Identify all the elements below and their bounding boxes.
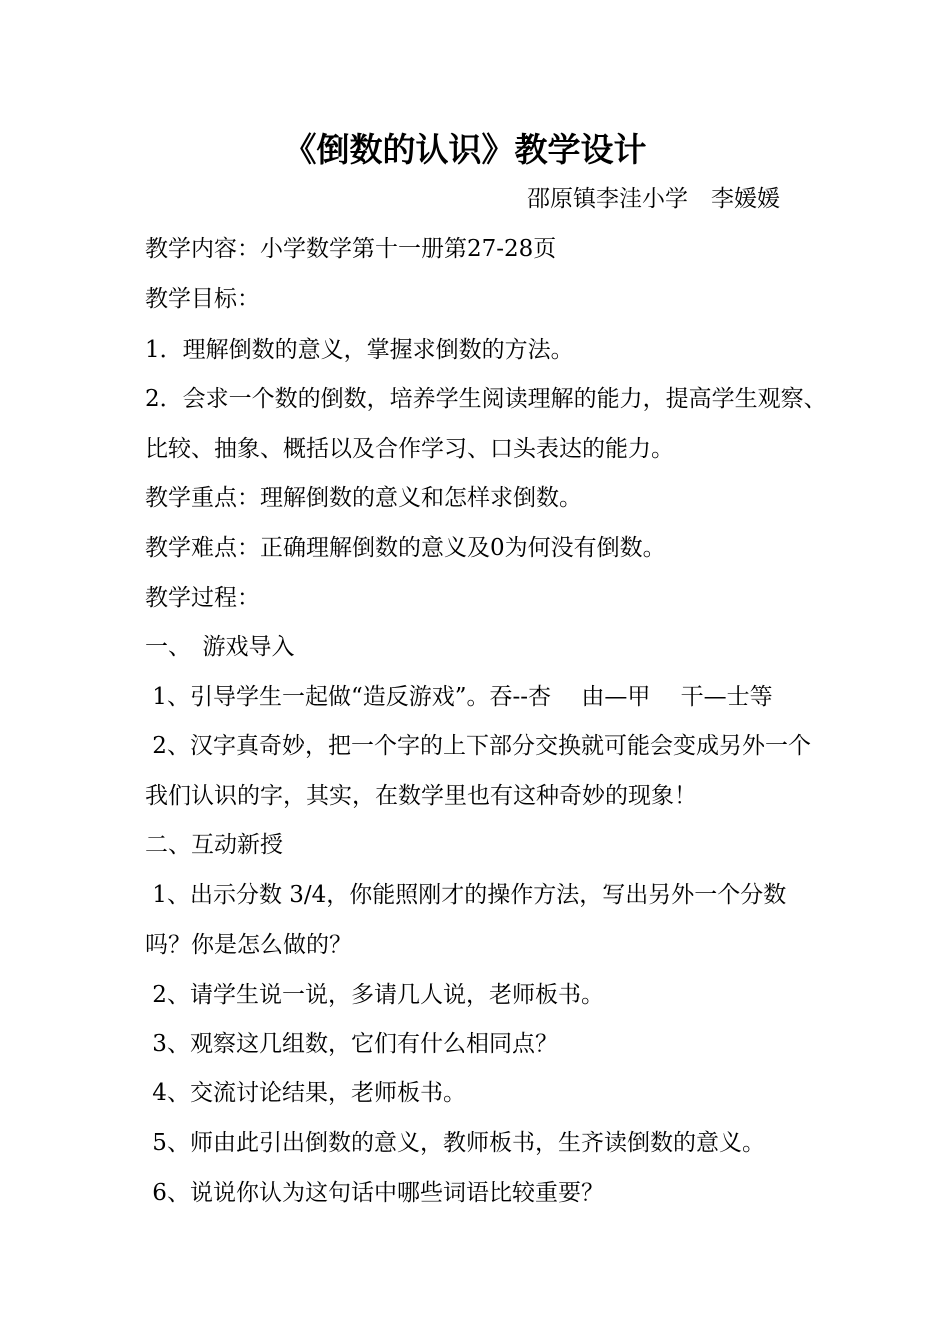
text-line: 3、观察这几组数，它们有什么相同点？ <box>145 1031 558 1057</box>
text-line: 6、说说你认为这句话中哪些词语比较重要？ <box>145 1180 604 1206</box>
text-line: 5、师由此引出倒数的意义，教师板书，生齐读倒数的意义。 <box>145 1130 765 1156</box>
text-line: 教学过程： <box>145 585 260 611</box>
text-line: 比较、抽象、概括以及合作学习、口头表达的能力。 <box>145 436 674 462</box>
text-line: 1、出示分数 3/4，你能照刚才的操作方法，写出另外一个分数 <box>145 882 787 908</box>
text-line: 1．理解倒数的意义，掌握求倒数的方法。 <box>145 337 574 363</box>
text-line: 我们认识的字，其实，在数学里也有这种奇妙的现象！ <box>145 783 697 809</box>
text-line: 教学难点：正确理解倒数的意义及0为何没有倒数。 <box>145 535 666 561</box>
section-heading: 二、互动新授 <box>145 832 283 858</box>
author-line: 邵原镇李洼小学 李媛媛 <box>527 186 780 212</box>
text-line: 教学重点：理解倒数的意义和怎样求倒数。 <box>145 485 582 511</box>
section-heading: 一、 游戏导入 <box>145 634 295 660</box>
text-line: 2．会求一个数的倒数，培养学生阅读理解的能力，提高学生观察、 <box>145 386 827 412</box>
text-line: 教学目标： <box>145 286 260 312</box>
text-line: 4、交流讨论结果，老师板书。 <box>145 1080 466 1106</box>
text-line: 吗？你是怎么做的？ <box>145 932 352 958</box>
text-line: 2、汉字真奇妙，把一个字的上下部分交换就可能会变成另外一个 <box>145 733 811 759</box>
text-line: 教学内容：小学数学第十一册第27-28页 <box>145 236 557 262</box>
text-line: 2、请学生说一说，多请几人说，老师板书。 <box>145 982 604 1008</box>
document-title: 《倒数的认识》教学设计 <box>283 130 647 169</box>
text-line: 1、引导学生一起做“造反游戏”。吞--杏 由—甲 干—士等 <box>145 684 773 710</box>
